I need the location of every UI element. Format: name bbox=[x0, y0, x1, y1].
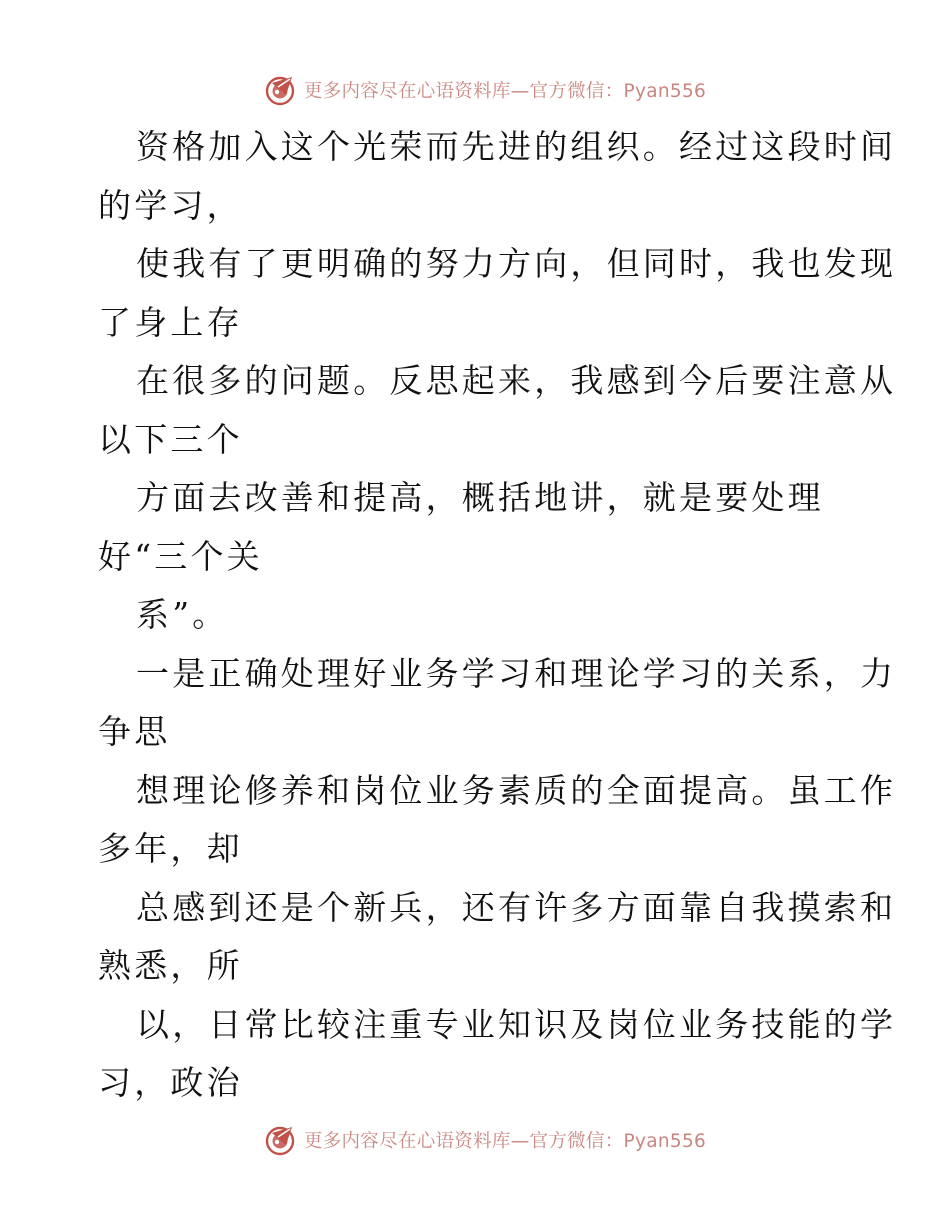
text-line: 以，日常比较注重专业知识及岗位业务技能的学 bbox=[136, 1004, 897, 1044]
text-line: 熟悉，所 bbox=[98, 946, 243, 985]
text-line: 使我有了更明确的努力方向，但同时，我也发现 bbox=[136, 244, 897, 283]
text-line: 在很多的问题。反思起来，我感到今后要注意从 bbox=[136, 361, 897, 400]
text-line: 方面去改善和提高，概括地讲，就是要处理 bbox=[136, 478, 824, 517]
text-line: 了身上存 bbox=[98, 302, 243, 342]
text-line: 多年，却 bbox=[98, 829, 243, 868]
text-line: 好“三个关 bbox=[98, 536, 263, 576]
text-line: 习，政治 bbox=[98, 1063, 243, 1102]
banner-text: 更多内容尽在心语资料库—官方微信：Pyan556 bbox=[303, 1131, 707, 1152]
text-line: 总感到还是个新兵，还有许多方面靠自我摸索和 bbox=[136, 887, 897, 927]
text-line: 争思 bbox=[98, 712, 171, 751]
text-line: 一是正确处理好业务学习和理论学习的关系，力 bbox=[136, 653, 897, 693]
header-banner bbox=[0, 70, 950, 110]
text-line: 资格加入这个光荣而先进的组织。经过这段时间 bbox=[136, 127, 897, 166]
footer-banner bbox=[0, 1120, 950, 1160]
pen-logo-icon bbox=[264, 1123, 298, 1157]
text-line: 系”。 bbox=[136, 595, 229, 634]
pen-logo-icon bbox=[264, 73, 298, 107]
document-body bbox=[98, 118, 897, 1113]
text-line: 的学习， bbox=[98, 185, 243, 225]
text-line: 以下三个 bbox=[98, 419, 243, 459]
text-line: 想理论修养和岗位业务素质的全面提高。虽工作 bbox=[136, 770, 897, 810]
banner-text: 更多内容尽在心语资料库—官方微信：Pyan556 bbox=[303, 81, 707, 102]
